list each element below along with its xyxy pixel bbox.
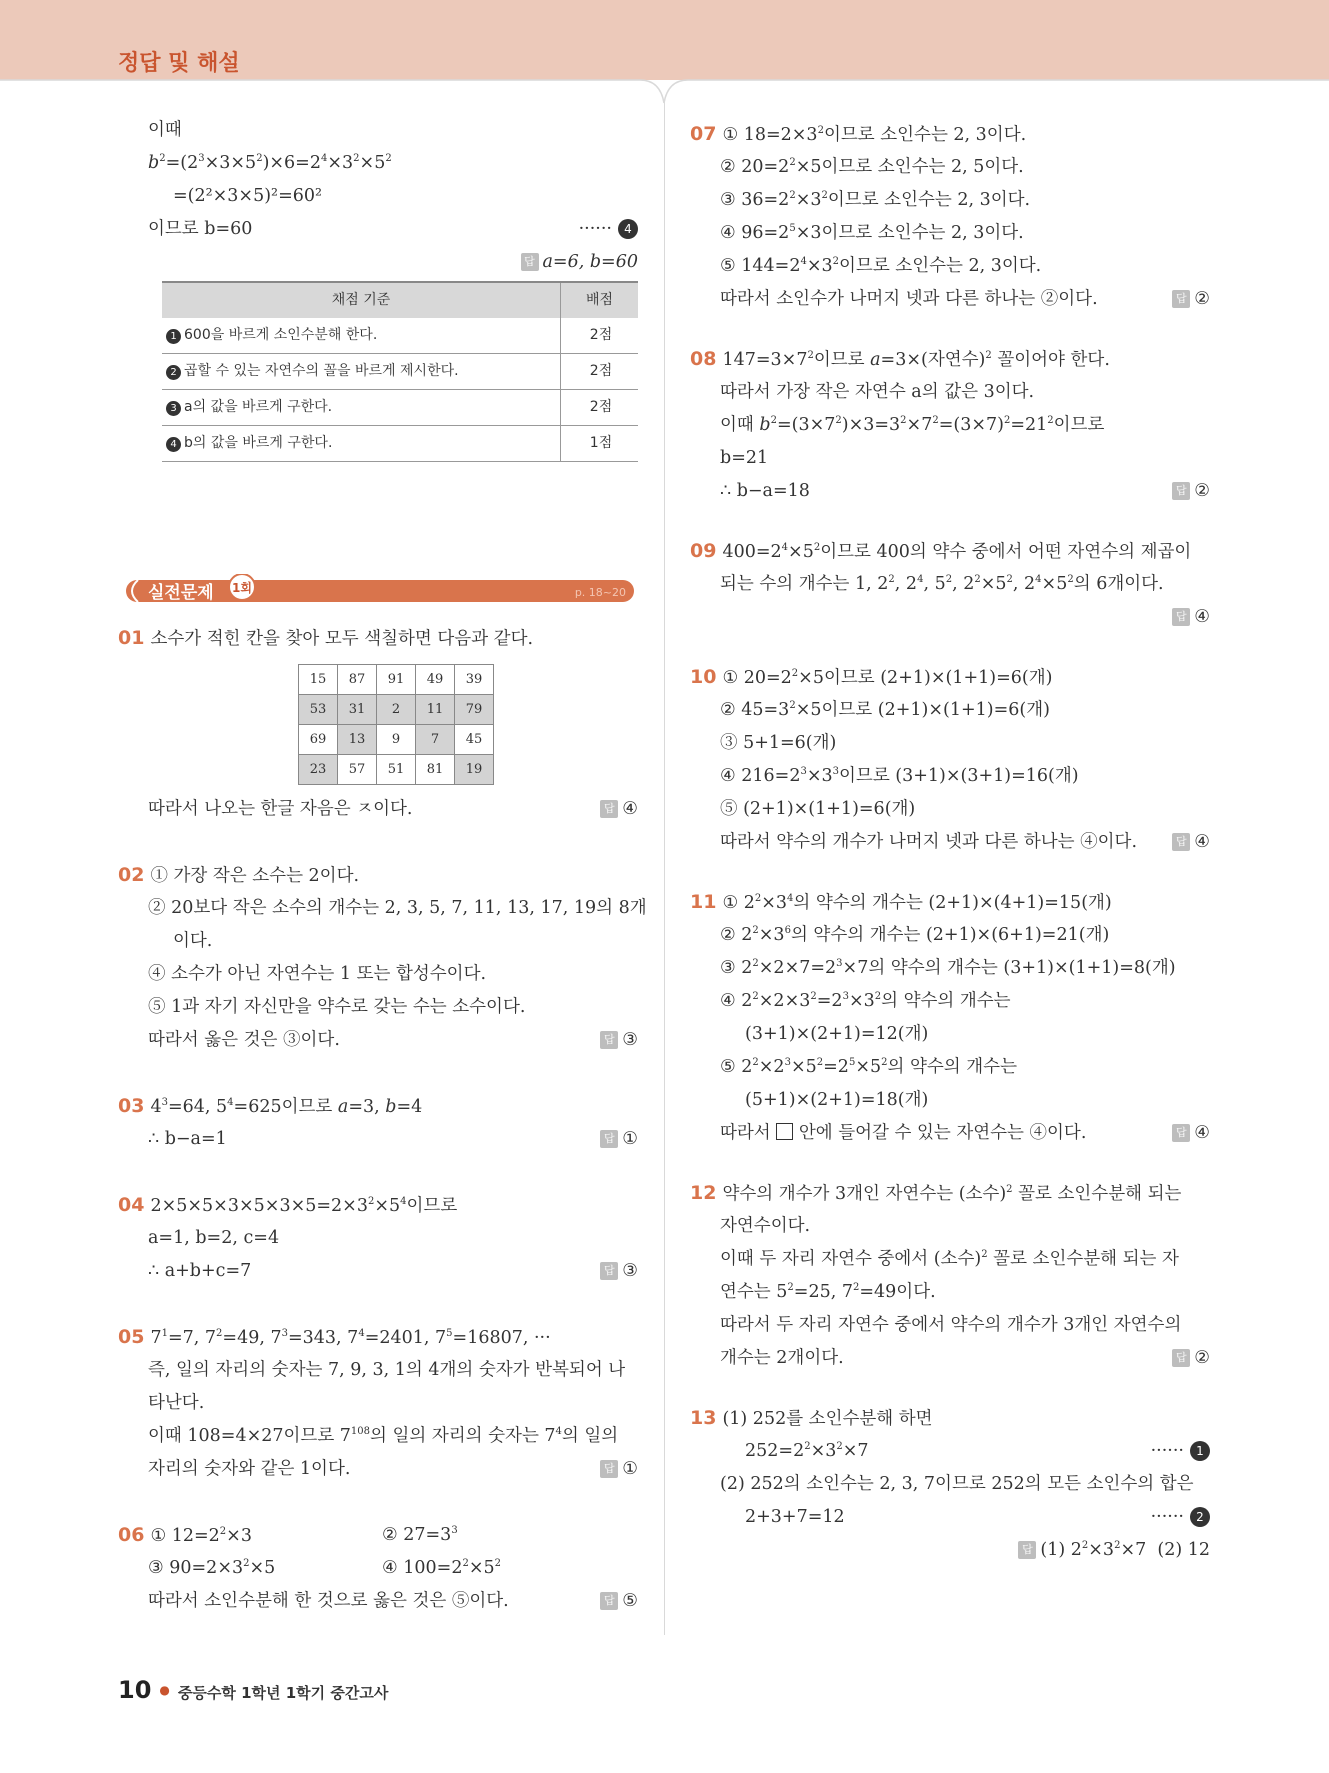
problem-04: 04 $2\times 5\times 5\times 3\times 5\times 3\times 5=2\times 3^2\times 5^4$이므로 — [118, 1194, 458, 1216]
text-line: (2) 252의 소인수는 2, 3, 7이므로 252의 모든 소인수의 합은 — [720, 1474, 1194, 1494]
table-header: 배점 — [561, 282, 639, 318]
blank-box — [776, 1123, 793, 1140]
text-line: 따라서 가장 작은 자연수 a의 값은 3이다. — [720, 382, 1035, 402]
grid-cell: 9 — [377, 725, 416, 755]
page-number: 10 — [118, 1676, 152, 1704]
table-header: 채점 기준 — [162, 282, 561, 318]
section-banner — [120, 574, 636, 606]
table-row: 3 a의 값을 바르게 구한다. 2점 — [162, 390, 638, 426]
right-column — [690, 118, 1210, 1567]
grid-cell: 79 — [455, 695, 494, 725]
text-line: ∴ a+b+c=7 답 ③ — [148, 1261, 638, 1281]
problem-05: 05 $7^1=7$, $7^2=49$, $7^3=343$, $7^4=2401$, $7^5=16807$, ··· — [118, 1326, 551, 1348]
answer-line: 답 ④ — [690, 601, 1210, 634]
text-line: ⑤ 1과 자기 자신만을 약수로 갖는 수는 소수이다. — [148, 997, 526, 1017]
grid-row — [299, 725, 494, 755]
grid-cell: 15 — [299, 665, 338, 695]
grid-cell: 39 — [455, 665, 494, 695]
text-line: ⑤ $144=2^4\times 3^2$이므로 소인수는 2, 3이다. — [720, 256, 1042, 276]
grid-cell: 81 — [416, 755, 455, 785]
grid-cell: 45 — [455, 725, 494, 755]
text-line: a=1, b=2, c=4 — [148, 1228, 280, 1248]
text-line: 이다. — [173, 931, 213, 951]
left-problems — [118, 622, 638, 655]
text-line: 자리의 숫자와 같은 1이다. 답 ① — [148, 1459, 638, 1479]
math-line: $b^2=(2^3\times 3\times 5^2)\times 6=2^4\times 3^2\times 5^2$ — [148, 153, 392, 173]
text-line: 따라서 소인수가 나머지 넷과 다른 하나는 ②이다. 답 ② — [720, 289, 1210, 309]
answer-line: 답 (1) $2^2\times 3^2\times 7$ (2) 12 — [690, 1534, 1210, 1567]
text-line: 따라서 나오는 한글 자음은 ㅈ이다. 답 ④ — [148, 799, 638, 819]
text-line: 따라서 약수의 개수가 나머지 넷과 다른 하나는 ④이다. 답 ④ — [720, 832, 1210, 852]
problem-03: 03 $4^3=64$, $5^4=625$이므로 a=3, b=4 — [118, 1095, 423, 1117]
text-line: 개수는 2개이다. 답 ② — [720, 1348, 1210, 1368]
problem-12: 12 약수의 개수가 3개인 자연수는 (소수)$^2$ 꼴로 소인수분해 되는 — [690, 1182, 1182, 1204]
table-row: 2 곱할 수 있는 자연수의 꼴을 바르게 제시한다. 2점 — [162, 354, 638, 390]
text-line: ② $45=3^2\times 5$이므로 (2+1)×(1+1)=6(개) — [720, 700, 1050, 720]
text-line: 따라서 두 자리 자연수 중에서 약수의 개수가 3개인 자연수의 — [720, 1315, 1182, 1335]
math-line: =(2²×3×5)²=60² — [173, 186, 323, 206]
grid-cell: 13 — [338, 725, 377, 755]
text-line: 연수는 $5^2=25$, $7^2=49$이다. — [720, 1282, 936, 1302]
text-line: ② 20보다 작은 소수의 개수는 2, 3, 5, 7, 11, 13, 17, 19의 8개 — [148, 898, 647, 918]
problem-07: 07 ① $18=2\times 3^2$이므로 소인수는 2, 3이다. — [690, 123, 1027, 145]
grid-cell: 87 — [338, 665, 377, 695]
text-line: 이때 108=4×27이므로 $7^{108}$의 일의 자리의 숫자는 $7^4$의 일의 — [148, 1426, 619, 1446]
grid-cell: 31 — [338, 695, 377, 725]
text-line: ④ 소수가 아닌 자연수는 1 또는 합성수이다. — [148, 964, 487, 984]
problem-02: 02 ① 가장 작은 소수는 2이다. — [118, 864, 360, 886]
text-line: ⑤ (2+1)×(1+1)=6(개) — [720, 799, 916, 819]
grid-cell: 51 — [377, 755, 416, 785]
scoring-table — [162, 281, 638, 462]
text-line: ② $2^2\times 3^6$의 약수의 개수는 (2+1)×(6+1)=21(개) — [720, 925, 1110, 945]
page-header — [0, 0, 1329, 80]
text-line: 따라서 옳은 것은 ③이다. 답 ③ — [148, 1030, 638, 1050]
text-line: ∴ b−a=18 답 ② — [720, 481, 1210, 501]
text-line: ② $20=2^2\times 5$이므로 소인수는 2, 5이다. — [720, 157, 1024, 177]
grid-cell: 19 — [455, 755, 494, 785]
problem-11: 11 ① $2^2\times 3^4$의 약수의 개수는 (2+1)×(4+1)=15(개) — [690, 891, 1112, 913]
text-line: 이때 두 자리 자연수 중에서 (소수)$^2$ 꼴로 소인수분해 되는 자 — [720, 1249, 1179, 1269]
text-line: ③ 5+1=6(개) — [720, 733, 837, 753]
grid-row — [299, 695, 494, 725]
banner-label: 실전문제 — [148, 583, 214, 603]
text-line: 되는 수의 개수는 1, $2^2$, $2^4$, $5^2$, $2^2\times 5^2$, $2^4\times 5^2$의 6개이다. — [720, 574, 1164, 594]
text-line: ③ $90=2\times 3^2\times 5$ ④ $100=2^2\times 5^2$ — [148, 1558, 502, 1578]
text-line: $252=2^2\times 3^2\times 7$ ······ 1 — [690, 1435, 1210, 1468]
answer-line: 답 a=6, b=60 — [118, 246, 638, 279]
text-line: 이때 $b^2=(3\times 7^2)\times 3=3^2\times 7^2=(3\times 7)^2=21^2$이므로 — [720, 415, 1105, 435]
grid-cell: 23 — [299, 755, 338, 785]
text-line: ④ $96=2^5\times 3$이므로 소인수는 2, 3이다. — [720, 223, 1024, 243]
problem-10: 10 ① $20=2^2\times 5$이므로 (2+1)×(1+1)=6(개) — [690, 666, 1053, 688]
text-line: 이때 — [148, 120, 182, 140]
text-line: ⑤ $2^2\times 2^3\times 5^2=2^5\times 5^2$의 약수의 개수는 — [720, 1057, 1017, 1077]
text-line: ③ $36=2^2\times 3^2$이므로 소인수는 2, 3이다. — [720, 190, 1031, 210]
problem-08: 08 $147=3\times 7^2$이므로 a=3×(자연수)$^2$ 꼴이어야 한다. — [690, 348, 1110, 370]
text-line: (3+1)×(2+1)=12(개) — [745, 1024, 929, 1044]
text-line: ∴ b−a=1 답 ① — [148, 1129, 638, 1149]
grid-cell: 91 — [377, 665, 416, 695]
table-row: 1 600을 바르게 소인수분해 한다. 2점 — [162, 318, 638, 354]
problem-01: 01 소수가 적힌 칸을 찾아 모두 색칠하면 다음과 같다. — [118, 627, 534, 649]
text-line: 타난다. — [148, 1393, 205, 1413]
grid-cell: 2 — [377, 695, 416, 725]
banner-pages: p. 18~20 — [574, 586, 626, 599]
problem-13: 13 (1) 252를 소인수분해 하면 — [690, 1407, 933, 1429]
banner-round: 1회 — [232, 581, 252, 595]
problem-09: 09 $400=2^4\times 5^2$이므로 400의 약수 중에서 어떤 자연수의 제곱이 — [690, 540, 1192, 562]
text-line: 2+3+7=12 ······ 2 — [690, 1501, 1210, 1534]
text-line: 자연수이다. — [720, 1216, 811, 1236]
grid-cell: 7 — [416, 725, 455, 755]
text-line: b=21 — [720, 448, 769, 468]
header-title: 정답 및 해설 — [118, 51, 240, 76]
text-line: ④ $216=2^3\times 3^3$이므로 (3+1)×(3+1)=16(개) — [720, 766, 1079, 786]
text-line: (5+1)×(2+1)=18(개) — [745, 1090, 929, 1110]
text-line: ④ $2^2\times 2\times 3^2=2^3\times 3^2$의 약수의 개수는 — [720, 991, 1011, 1011]
left-column — [118, 114, 638, 462]
grid-cell: 49 — [416, 665, 455, 695]
table-row: 4 b의 값을 바르게 구한다. 1점 — [162, 426, 638, 462]
page-footer: 10 ● 중등수학 1학년 1학기 중간고사 — [118, 1676, 389, 1704]
grid-cell: 57 — [338, 755, 377, 785]
prime-grid — [298, 664, 494, 785]
grid-row — [299, 665, 494, 695]
answer-badge: 답 — [521, 253, 539, 271]
problem-06: 06 ① $12=2^2\times 3$ ② $27=3^3$ — [118, 1524, 458, 1546]
math-line: 이므로 b=60 ······ 4 — [118, 213, 638, 246]
grid-cell: 69 — [299, 725, 338, 755]
text-line: 즉, 일의 자리의 숫자는 7, 9, 3, 1의 4개의 숫자가 반복되어 나 — [148, 1360, 626, 1380]
grid-cell: 11 — [416, 695, 455, 725]
grid-cell: 53 — [299, 695, 338, 725]
column-divider — [664, 100, 665, 1635]
text-line: 따라서 소인수분해 한 것으로 옳은 것은 ⑤이다. 답 ⑤ — [148, 1591, 638, 1611]
text-line: ③ $2^2\times 2\times 7=2^3\times 7$의 약수의 개수는 (3+1)×(1+1)=8(개) — [720, 958, 1176, 978]
text-line: 따라서 안에 들어갈 수 있는 자연수는 ④이다. 답 ④ — [720, 1123, 1210, 1143]
grid-row — [299, 755, 494, 785]
footer-title: 중등수학 1학년 1학기 중간고사 — [177, 1684, 389, 1702]
left-problems-2 — [118, 793, 647, 1618]
